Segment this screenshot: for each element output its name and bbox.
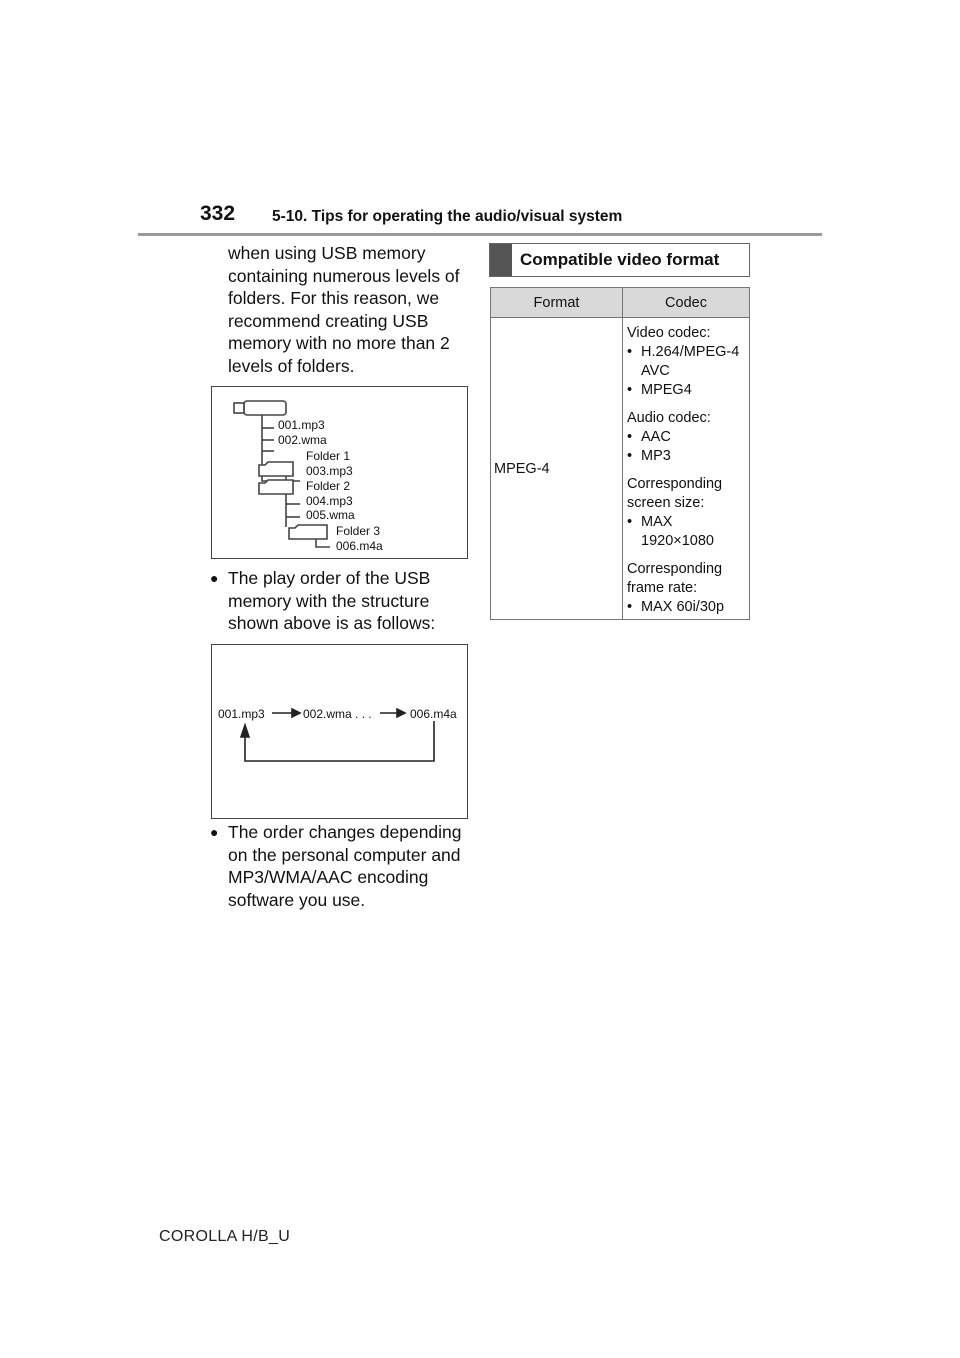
format-cell: MPEG-4 — [491, 318, 623, 620]
tree-label-006: 006.m4a — [336, 539, 383, 553]
tree-label-003: 003.mp3 — [306, 464, 353, 478]
header-rule — [138, 233, 822, 236]
heading-tab — [490, 244, 512, 276]
column-header-codec: Codec — [623, 288, 750, 318]
video-format-heading — [489, 243, 750, 277]
folder-2-icon — [259, 480, 293, 494]
bullet-play-order — [210, 567, 470, 635]
codec-group-screen-size — [627, 475, 747, 551]
order-last: 006.m4a — [410, 707, 457, 721]
codec-group-video — [627, 324, 747, 400]
folder-3-icon — [289, 525, 327, 539]
list-item: • H.264/MPEG-4 AVC — [627, 344, 740, 379]
codec-group-title: Corresponding screen size: — [627, 476, 723, 511]
bullet-mark: ● — [210, 570, 219, 586]
codec-group-title: Audio codec: — [627, 410, 711, 426]
intro-paragraph: when using USB memory containing numerous levels of folders. For this reason, we recommend creating USB memory with no more than 2 levels of folders. — [228, 243, 460, 376]
column-header-format: Format — [491, 288, 623, 318]
bullet-order-changes — [210, 821, 470, 911]
codec-group-audio — [627, 409, 747, 466]
list-item-text: H.264/MPEG-4 AVC — [641, 344, 740, 379]
tree-label-folder1: Folder 1 — [306, 449, 351, 463]
list-item-text: AAC — [641, 429, 671, 445]
codec-group-title: Corresponding frame rate: — [627, 561, 723, 596]
order-middle: 002.wma . . . — [303, 707, 372, 721]
play-order-diagram — [212, 645, 469, 820]
bullet-mark: ● — [210, 824, 219, 840]
arrow-up-icon — [241, 725, 249, 737]
folder-tree-diagram — [212, 387, 469, 560]
codec-group-frame-rate — [627, 560, 747, 617]
tree-label-folder3: Folder 3 — [336, 524, 381, 538]
folder-1-icon — [259, 462, 293, 476]
list-item: • MPEG4 — [627, 382, 692, 398]
video-format-heading-text: Compatible video format — [520, 250, 720, 269]
list-item: • MP3 — [627, 448, 671, 464]
codec-group-title: Video codec: — [627, 325, 711, 341]
arrow-right-icon — [397, 709, 405, 717]
list-item: • AAC — [627, 429, 671, 445]
table-row — [491, 318, 750, 620]
list-item-text: MAX 1920×1080 — [641, 514, 714, 549]
folder-tree-figure — [211, 386, 468, 559]
video-format-table — [490, 287, 750, 620]
page-number: 332 — [200, 202, 236, 225]
tree-label-folder2: Folder 2 — [306, 479, 351, 493]
play-order-figure — [211, 644, 468, 819]
tree-label-002: 002.wma — [278, 433, 327, 447]
tree-label-001: 001.mp3 — [278, 418, 325, 432]
list-item: • MAX 60i/30p — [627, 599, 725, 615]
list-item-text: MP3 — [641, 448, 671, 464]
usb-connector-icon — [234, 403, 244, 413]
list-item: • MAX 1920×1080 — [627, 514, 714, 549]
tree-label-004: 004.mp3 — [306, 494, 353, 508]
list-item-text: MPEG4 — [641, 382, 692, 398]
bullet-text: The play order of the USB memory with the structure shown above is as follows: — [228, 568, 436, 633]
order-first: 001.mp3 — [218, 707, 265, 721]
tree-label-005: 005.wma — [306, 508, 355, 522]
arrow-right-icon — [292, 709, 300, 717]
list-item-text: MAX 60i/30p — [641, 599, 725, 615]
codec-cell — [623, 318, 750, 620]
section-title: 5-10. Tips for operating the audio/visual system — [272, 208, 623, 225]
bullet-text: The order changes depending on the personal computer and MP3/WMA/AAC encoding software you use. — [228, 822, 462, 910]
usb-memory-icon — [244, 401, 286, 415]
footer-model: COROLLA H/B_U — [159, 1228, 291, 1245]
